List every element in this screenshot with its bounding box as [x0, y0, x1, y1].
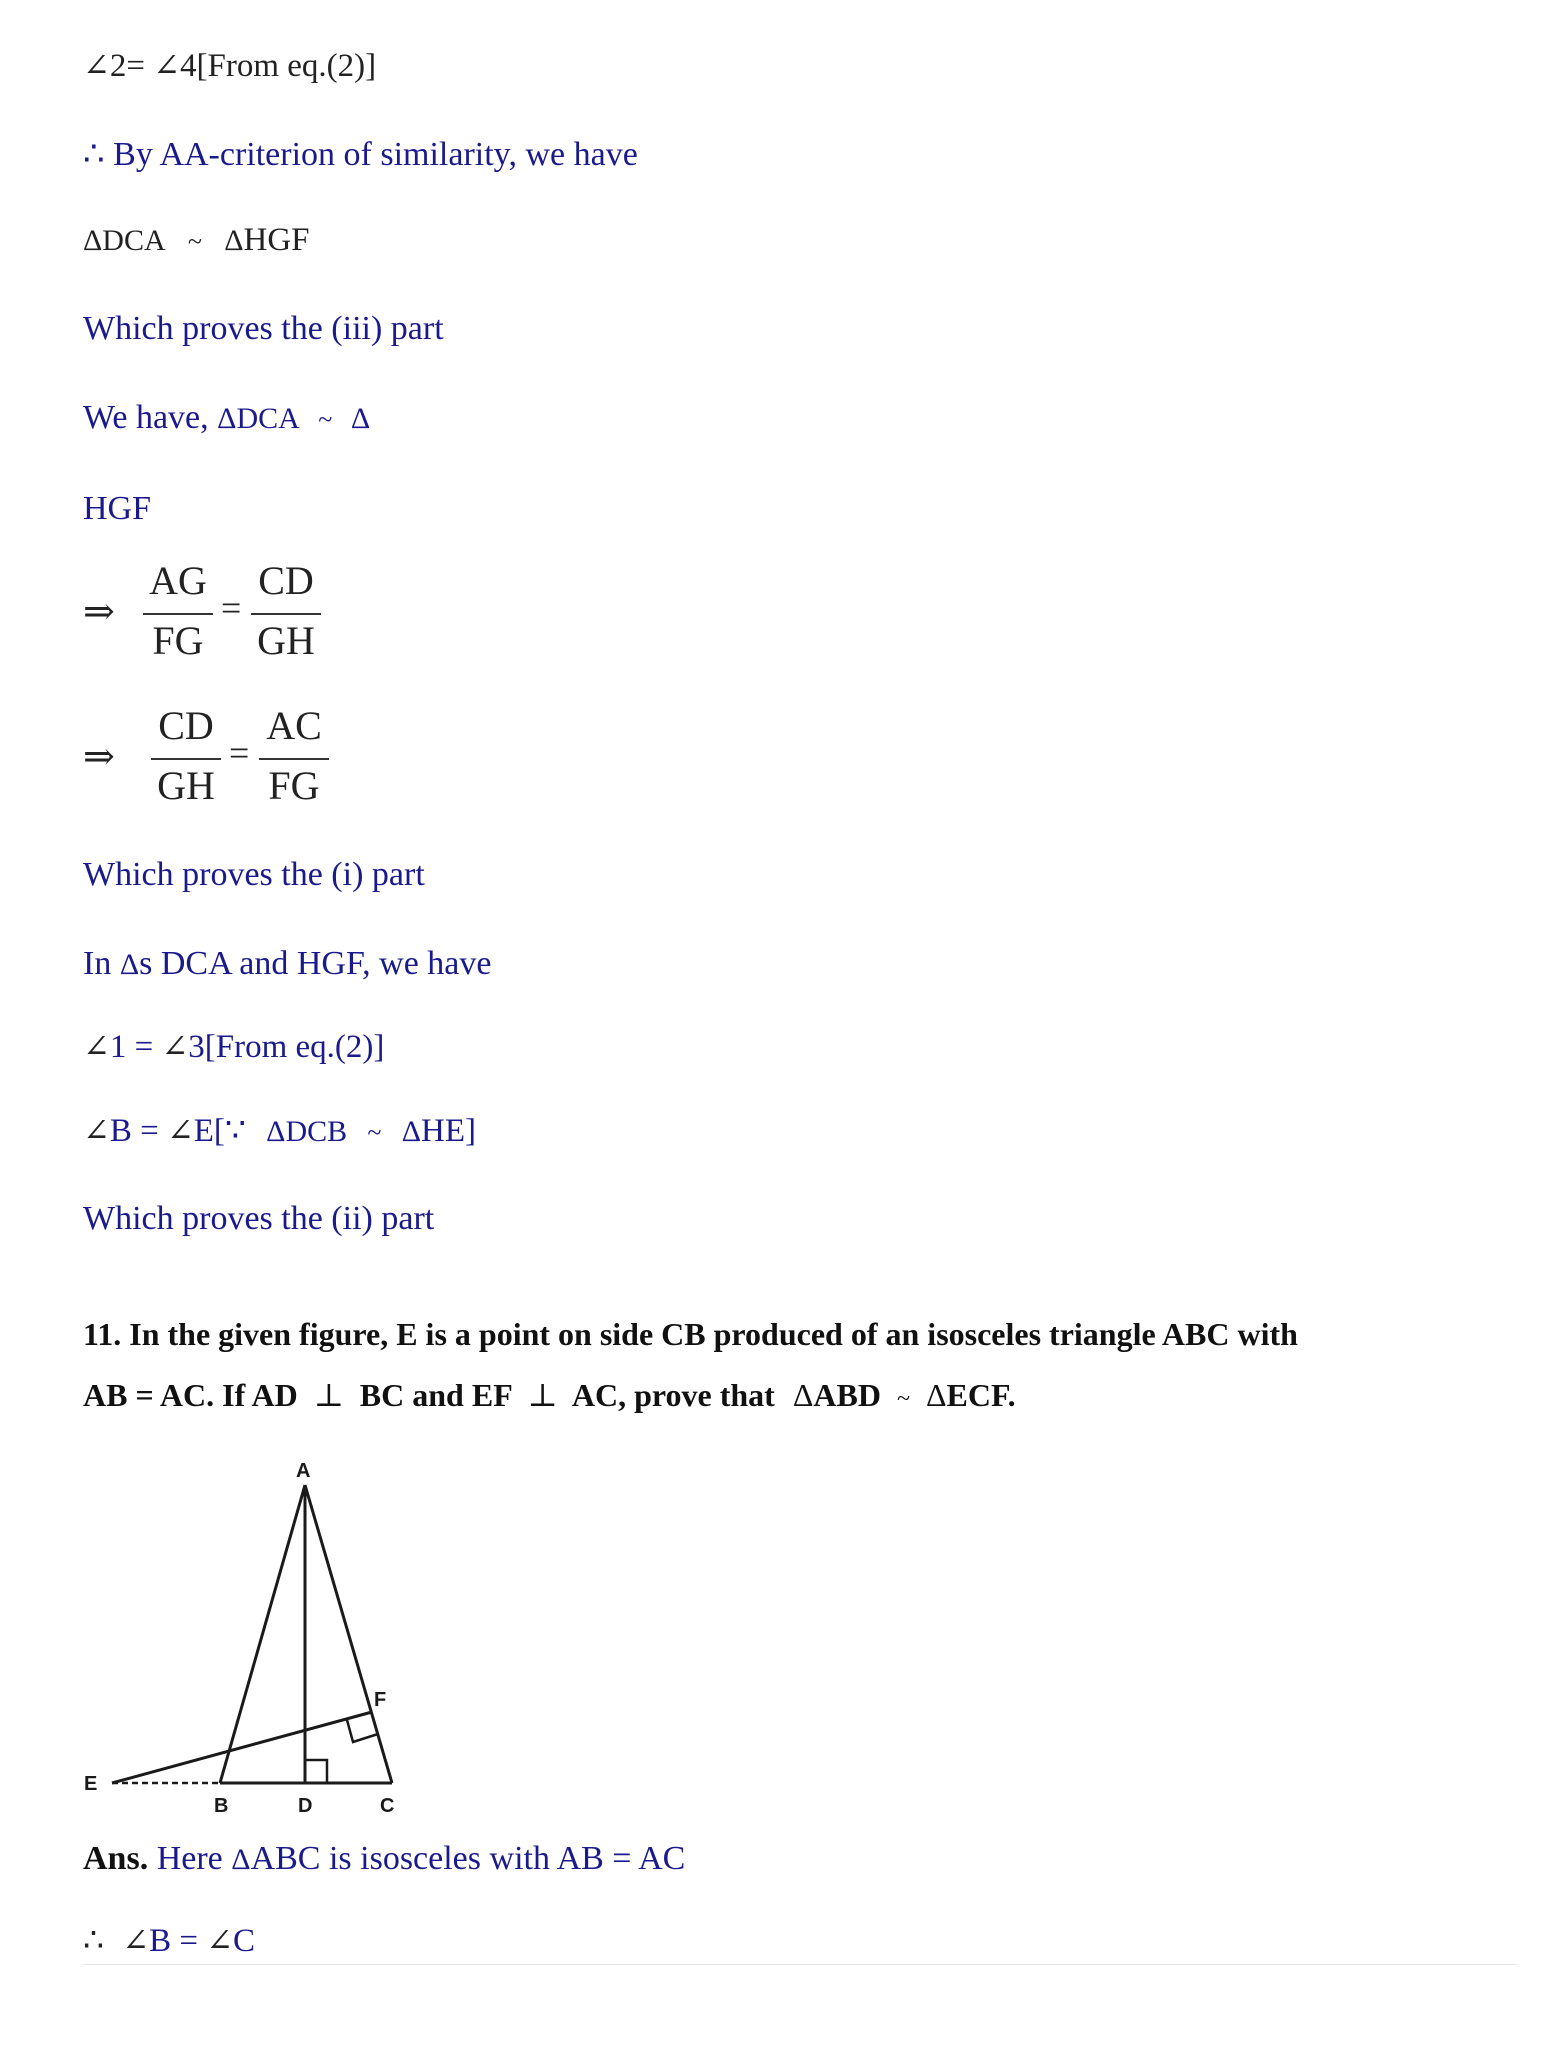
angle-3-ref: 3[From eq.(2)]	[188, 1029, 385, 1065]
similar-symbol: ~	[187, 227, 202, 256]
angle-symbol: ∠	[166, 1112, 194, 1148]
side-ac	[305, 1485, 392, 1783]
angle-b: B =	[109, 1113, 159, 1149]
hgf-line: HGF	[83, 490, 152, 527]
question-11-line-2	[83, 1376, 1016, 1414]
triangle-symbol: Δ	[83, 224, 103, 257]
angle-c: C	[233, 1923, 256, 1959]
triangle-symbol: Δ	[350, 402, 371, 435]
triangle-symbol: Δ	[119, 948, 140, 981]
ans-here-text: Here	[156, 1840, 223, 1877]
triangle-dca: DCA	[102, 224, 166, 257]
numerator-ag: AG	[149, 558, 207, 603]
q-text-ecf: ECF.	[946, 1377, 1016, 1413]
we-have-line	[83, 399, 370, 437]
q-text-bc-ef: BC and EF	[359, 1377, 512, 1413]
label-f: F	[374, 1689, 387, 1711]
q-text-ab-ac: AB = AC. If AD	[83, 1377, 298, 1413]
fraction-bar	[151, 758, 221, 760]
answer-line-2	[83, 1920, 255, 1960]
in-triangles-line	[83, 945, 491, 983]
numerator-cd: CD	[158, 703, 214, 748]
aa-criterion-text: By AA-criterion of similarity, we have	[113, 136, 638, 173]
therefore-symbol: ∴	[83, 1923, 104, 1959]
equals-sign: =	[229, 733, 250, 773]
similarity-dca-hgf	[83, 222, 310, 259]
proves-i-line: Which proves the (i) part	[83, 856, 425, 893]
angle-2: 2=	[109, 48, 145, 84]
answer-line-1	[83, 1840, 685, 1878]
label-e: E	[84, 1773, 98, 1795]
triangle-symbol: Δ	[224, 224, 244, 257]
angle-b: B =	[149, 1923, 198, 1959]
angle-symbol: ∠	[206, 1922, 233, 1958]
perpendicular-symbol: ⊥	[527, 1377, 558, 1413]
ans-label: Ans.	[83, 1840, 149, 1877]
right-angle-d	[305, 1760, 327, 1783]
denominator-fg: FG	[152, 618, 204, 663]
q-text-abd: ABD	[813, 1377, 881, 1413]
fraction-bar	[251, 613, 321, 615]
triangle-symbol: Δ	[231, 1843, 251, 1876]
angle-e-because: E[∵	[193, 1113, 246, 1149]
bottom-divider	[83, 1964, 1517, 1965]
similar-symbol: ~	[367, 1118, 382, 1147]
implies-arrow: ⇒	[83, 736, 115, 778]
therefore-symbol: ∴	[83, 136, 105, 173]
denominator-gh: GH	[157, 763, 215, 808]
denominator-fg: FG	[268, 763, 320, 808]
triangle-figure	[80, 1450, 420, 1817]
label-d: D	[298, 1795, 313, 1817]
triangle-symbol: Δ	[217, 402, 237, 435]
fraction-bar	[143, 613, 213, 615]
label-c: C	[380, 1795, 395, 1817]
numerator-ac: AC	[266, 703, 322, 748]
triangle-dca: DCA	[236, 402, 300, 435]
proves-iii-line: Which proves the (iii) part	[83, 310, 444, 347]
question-11-line-1: 11. In the given figure, E is a point on side CB produced of an isosceles triangle ABC with	[83, 1316, 1298, 1352]
implies-arrow: ⇒	[83, 591, 115, 633]
angle-symbol: ∠	[153, 47, 180, 83]
in-text: In	[83, 945, 112, 982]
aa-criterion-line	[83, 134, 638, 174]
triangles-dca-hgf-text: s DCA and HGF, we have	[139, 945, 492, 982]
angle-symbol: ∠	[83, 1112, 110, 1148]
triangle-symbol: Δ	[792, 1377, 814, 1413]
angle-1: 1 =	[109, 1029, 154, 1065]
triangle-symbol: Δ	[401, 1115, 422, 1148]
q-text-prove-that: AC, prove that	[571, 1377, 775, 1413]
angle-symbol: ∠	[161, 1028, 189, 1064]
triangle-symbol: Δ	[925, 1377, 947, 1413]
angle-symbol: ∠	[122, 1922, 150, 1958]
denominator-gh: GH	[257, 618, 315, 663]
equation-angle-2-eq-4	[83, 46, 376, 85]
segment-ef	[112, 1712, 372, 1783]
similar-symbol: ~	[318, 405, 333, 434]
equation-angle-1-eq-3	[83, 1027, 384, 1066]
ans-isosceles-text: ABC is isosceles with AB = AC	[250, 1840, 686, 1877]
triangle-he: HE]	[421, 1113, 476, 1149]
we-have-text: We have,	[83, 399, 209, 436]
triangle-hgf: HGF	[243, 222, 310, 258]
triangle-symbol: Δ	[266, 1115, 286, 1148]
label-a: A	[296, 1460, 311, 1482]
proves-ii-line: Which proves the (ii) part	[83, 1200, 435, 1237]
perpendicular-symbol: ⊥	[313, 1377, 344, 1413]
side-ab	[220, 1485, 305, 1783]
equation-angle-b-eq-e	[83, 1110, 476, 1150]
fraction-bar	[259, 758, 329, 760]
numerator-cd: CD	[258, 558, 314, 603]
similar-symbol: ~	[896, 1386, 910, 1412]
triangle-dcb: DCB	[285, 1115, 348, 1148]
fraction-equation-1	[83, 555, 343, 675]
label-b: B	[214, 1795, 229, 1817]
angle-symbol: ∠	[83, 47, 110, 83]
fraction-equation-2	[83, 700, 343, 820]
equals-sign: =	[221, 588, 242, 628]
angle-symbol: ∠	[83, 1028, 110, 1064]
angle-4-ref: 4[From eq.(2)]	[180, 48, 377, 84]
